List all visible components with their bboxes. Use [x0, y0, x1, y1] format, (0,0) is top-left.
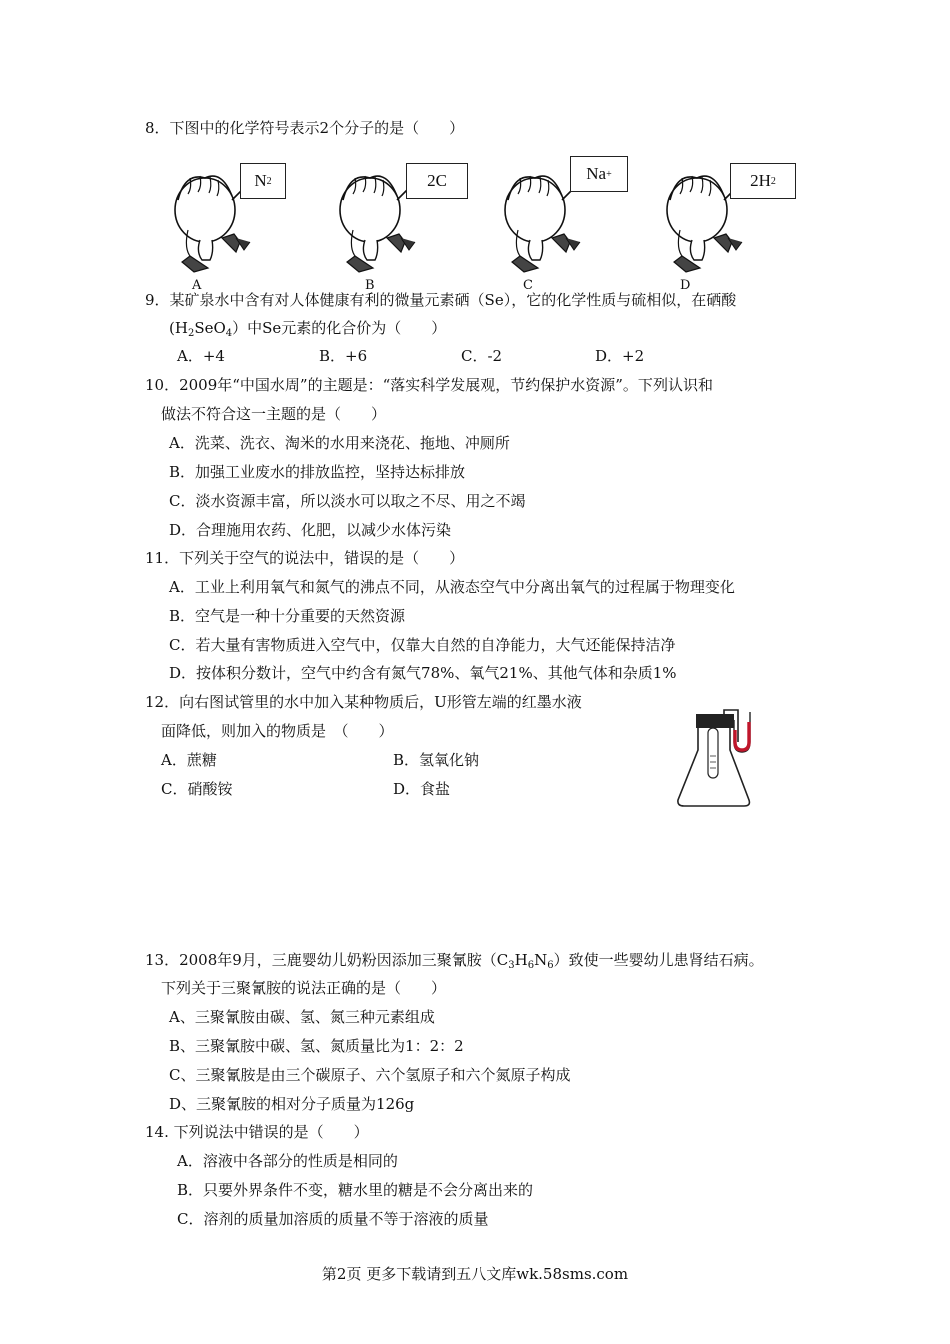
q11-option-b: B．空气是一种十分重要的天然资源 — [169, 607, 406, 625]
q8-sign-d: 2H 2 — [730, 163, 796, 199]
q11-option-a: A．工业上利用氧气和氮气的沸点不同，从液态空气中分离出氧气的过程属于物理变化 — [169, 578, 735, 596]
q13-option-c: C、三聚氰胺是由三个碳原子、六个氢原子和六个氮原子构成 — [169, 1066, 571, 1084]
q8-label-a: A — [192, 278, 202, 293]
q8-label-c: C — [523, 278, 533, 293]
q10-option-c: C．淡水资源丰富，所以淡水可以取之不尽、用之不竭 — [169, 492, 526, 510]
q9-stem-line2: $(H_2SeO_4)$中Se元素的化合价为（ ） — [169, 319, 447, 339]
q10-stem-line1: 10．2009年“中国水周”的主题是：“落实科学发展观，节约保护水资源”。下列认识和 — [145, 376, 713, 394]
q10-option-b: B．加强工业废水的排放监控，坚持达标排放 — [169, 463, 466, 481]
q10-option-a: A．洗菜、洗衣、淘米的水用来浇花、拖地、冲厕所 — [169, 434, 510, 452]
q13-option-a: A、三聚氰胺由碳、氢、氮三种元素组成 — [169, 1008, 435, 1026]
q12-option-d: D．食盐 — [393, 780, 451, 798]
q12-option-b: B．氢氧化钠 — [393, 751, 480, 769]
q11-option-d: D．按体积分数计，空气中约含有氮气78%、氧气21%、其他气体和杂质1% — [169, 664, 677, 682]
page-footer: 第2页 更多下载请到五八文库wk.58sms.com — [321, 1265, 629, 1283]
q14-option-a: A．溶液中各部分的性质是相同的 — [177, 1152, 398, 1170]
q12-option-a: A．蔗糖 — [161, 751, 217, 769]
q9-option-c: C．-2 — [461, 347, 503, 365]
q9-option-d: D．+2 — [595, 347, 645, 365]
q14-stem: 14. 下列说法中错误的是（ ） — [145, 1123, 369, 1141]
q14-option-b: B．只要外界条件不变，糖水里的糖是不会分离出来的 — [177, 1181, 534, 1199]
q12-option-c: C．硝酸铵 — [161, 780, 233, 798]
q8-stem: 8．下图中的化学符号表示2个分子的是（ ） — [145, 119, 465, 137]
q8-sign-c: Na + — [570, 156, 628, 192]
q9-option-b: B．+6 — [319, 347, 368, 365]
q8-label-d: D — [680, 278, 691, 293]
q14-option-c: C．溶剂的质量加溶质的质量不等于溶液的质量 — [177, 1210, 489, 1228]
q13-stem-line2: 下列关于三聚氰胺的说法正确的是（ ） — [161, 979, 447, 997]
q9-stem-line1: 9．某矿泉水中含有对人体健康有利的微量元素硒（Se），它的化学性质与硫相似，在硒酸 — [145, 291, 737, 309]
q13-option-d: D、三聚氰胺的相对分子质量为126g — [169, 1095, 415, 1113]
q12-flask-apparatus — [672, 700, 772, 810]
q8-label-b: B — [365, 278, 375, 293]
q10-stem-line2: 做法不符合这一主题的是（ ） — [161, 405, 387, 423]
q9-option-a: A．+4 — [177, 347, 225, 365]
q12-stem-line1: 12．向右图试管里的水中加入某种物质后，U形管左端的红墨水液 — [145, 693, 582, 711]
q13-option-b: B、三聚氰胺中碳、氢、氮质量比为1：2：2 — [169, 1037, 464, 1055]
q8-sign-a: N 2 — [240, 163, 286, 199]
q12-stem-line2: 面降低，则加入的物质是 （ ） — [161, 722, 394, 740]
q11-option-c: C．若大量有害物质进入空气中，仅靠大自然的自净能力，大气还能保持洁净 — [169, 636, 676, 654]
q11-stem: 11．下列关于空气的说法中，错误的是（ ） — [145, 549, 465, 567]
q10-option-d: D．合理施用农药、化肥，以减少水体污染 — [169, 521, 452, 539]
q8-sign-b: 2C — [406, 163, 468, 199]
q13-stem-line1: 13．2008年9月，三鹿婴幼儿奶粉因添加三聚氰胺$(C_3H_6N_6)$致使一些婴幼儿患肾结石病。 — [145, 951, 764, 971]
